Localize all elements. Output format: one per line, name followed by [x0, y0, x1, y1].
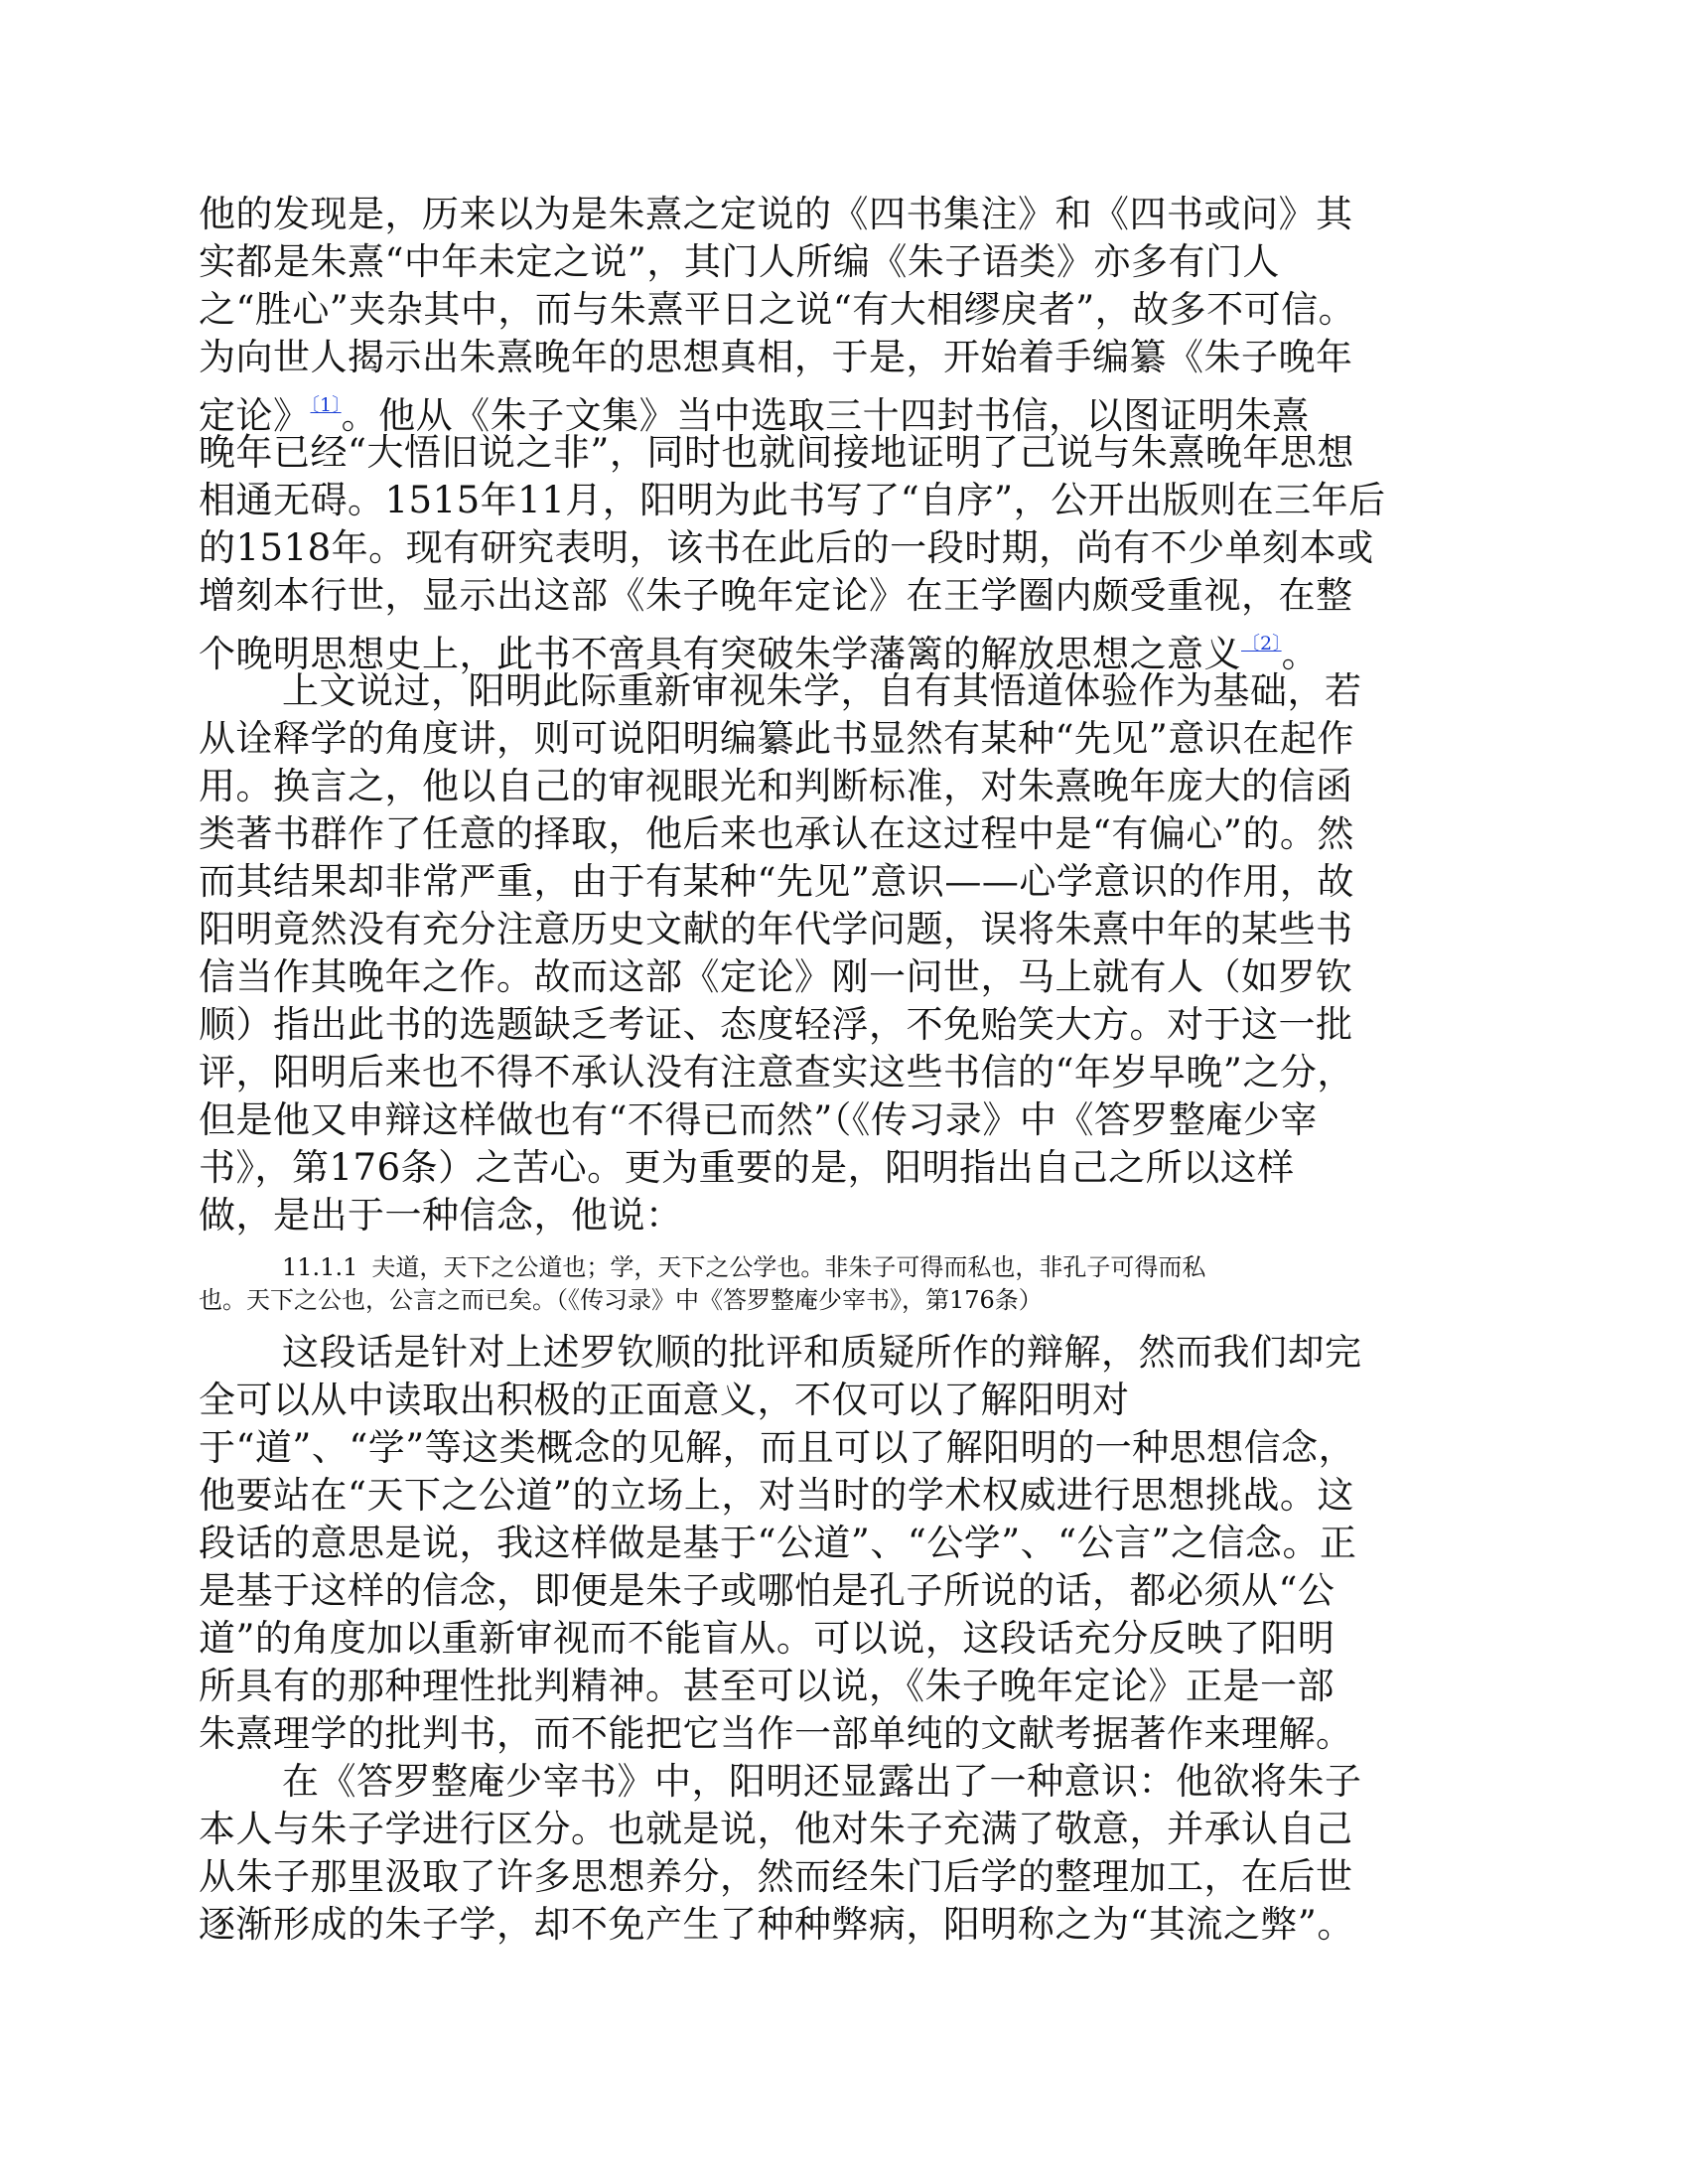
- text-segment: 。: [1281, 633, 1320, 675]
- text-line: 于“道”、“学”等这类概念的见解，而且可以了解阳明的一种思想信念，: [199, 1426, 1356, 1469]
- text-line: 评，阳明后来也不得不承认没有注意查实这些书信的“年岁早晚”之分，: [199, 1051, 1354, 1093]
- text-line: 在《答罗整庵少宰书》中，阳明还显露出了一种意识：他欲将朱子: [282, 1760, 1362, 1803]
- text-line: 他要站在“天下之公道”的立场上，对当时的学术权威进行思想挑战。这: [199, 1474, 1354, 1517]
- quote-line: 也。天下之公也，公言之而已矣。（《传习录》中《答罗整庵少宰书》，第176条）: [199, 1286, 1043, 1314]
- text-segment: 定论》: [199, 394, 311, 437]
- paragraph-2: [199, 667, 1489, 1239]
- document-page: [199, 191, 1489, 1949]
- paragraph-3: [199, 1329, 1489, 1758]
- text-line: 的1518年。现有研究表明，该书在此后的一段时期，尚有不少单刻本或: [199, 526, 1374, 569]
- text-segment: 。他从《朱子文集》当中选取三十四封书信，以图证明朱熹: [341, 394, 1310, 437]
- footnote-link-2[interactable]: 〔2〕: [1241, 633, 1282, 655]
- quote-line: [199, 1251, 1489, 1284]
- text-line: 他的发现是，历来以为是朱熹之定说的《四书集注》和《四书或问》其: [199, 193, 1353, 235]
- text-line: 所具有的那种理性批判精神。甚至可以说，《朱子晚年定论》正是一部: [199, 1665, 1335, 1707]
- text-line: 为向世人揭示出朱熹晚年的思想真相，于是，开始着手编纂《朱子晚年: [199, 336, 1353, 378]
- text-segment: 个晚明思想史上，此书不啻具有突破朱学藩篱的解放思想之意义: [199, 633, 1241, 675]
- text-line: 增刻本行世，显示出这部《朱子晚年定论》在王学圈内颇受重视，在整: [199, 574, 1353, 617]
- text-line: 类著书群作了任意的择取，他后来也承认在这过程中是“有偏心”的。然: [199, 812, 1354, 855]
- text-line: 逐渐形成的朱子学，却不免产生了种种弊病，阳明称之为“其流之弊”。: [199, 1903, 1354, 1946]
- footnote-link-1[interactable]: 〔1〕: [310, 394, 342, 416]
- text-line: 道”的角度加以重新审视而不能盲从。可以说，这段话充分反映了阳明: [199, 1617, 1336, 1660]
- text-line: 晚年已经“大悟旧说之非”，同时也就间接地证明了己说与朱熹晚年思想: [199, 431, 1354, 474]
- text-line: 实都是朱熹“中年未定之说”，其门人所编《朱子语类》亦多有门人: [199, 240, 1280, 283]
- text-line: 阳明竟然没有充分注意历史文献的年代学问题，误将朱熹中年的某些书: [199, 908, 1353, 950]
- text-line: 信当作其晚年之作。故而这部《定论》刚一问世，马上就有人（如罗钦: [199, 955, 1353, 998]
- text-line: 之“胜心”夹杂其中，而与朱熹平日之说“有大相缪戾者”，故多不可信。: [199, 288, 1356, 331]
- paragraph-4: [199, 1758, 1489, 1949]
- text-line: 做，是出于一种信念，他说：: [199, 1194, 683, 1237]
- text-line: [199, 620, 1489, 675]
- text-line: 本人与朱子学进行区分。也就是说，他对朱子充满了敬意，并承认自己: [199, 1808, 1353, 1850]
- text-line: 上文说过，阳明此际重新审视朱学，自有其悟道体验作为基础，若: [282, 669, 1362, 712]
- text-line: 而其结果却非常严重，由于有某种“先见”意识——心学意识的作用，故: [199, 860, 1354, 903]
- text-line: 用。换言之，他以自己的审视眼光和判断标准，对朱熹晚年庞大的信函: [199, 765, 1353, 807]
- quote-number: 11.1.1: [282, 1253, 358, 1281]
- quote-text: 夫道，天下之公道也；学，天下之公学也。非朱子可得而私也，非孔子可得而私: [371, 1253, 1206, 1281]
- text-line: [199, 381, 1489, 437]
- text-line: 这段话是针对上述罗钦顺的批评和质疑所作的辩解，然而我们却完: [282, 1331, 1362, 1374]
- text-line: 段话的意思是说，我这样做是基于“公道”、“公学”、“公言”之信念。正: [199, 1522, 1357, 1564]
- paragraph-1: [199, 191, 1489, 675]
- text-line: 书》，第176条）之苦心。更为重要的是，阳明指出自己之所以这样: [199, 1146, 1295, 1189]
- text-line: 从朱子那里汲取了许多思想养分，然而经朱门后学的整理加工，在后世: [199, 1855, 1353, 1898]
- text-line: 从诠释学的角度讲，则可说阳明编纂此书显然有某种“先见”意识在起作: [199, 717, 1354, 760]
- text-line: 全可以从中读取出积极的正面意义，不仅可以了解阳明对: [199, 1379, 1130, 1421]
- text-line: 顺）指出此书的选题缺乏考证、态度轻浮，不免贻笑大方。对于这一批: [199, 1003, 1353, 1046]
- block-quote: [199, 1251, 1489, 1317]
- text-line: 相通无碍。1515年11月，阳明为此书写了“自序”，公开出版则在三年后: [199, 479, 1386, 521]
- text-line: 但是他又申辩这样做也有“不得已而然”（《传习录》中《答罗整庵少宰: [199, 1098, 1318, 1141]
- text-line: 朱熹理学的批判书，而不能把它当作一部单纯的文献考据著作来理解。: [199, 1712, 1353, 1755]
- text-line: 是基于这样的信念，即便是朱子或哪怕是孔子所说的话，都必须从“公: [199, 1569, 1336, 1612]
